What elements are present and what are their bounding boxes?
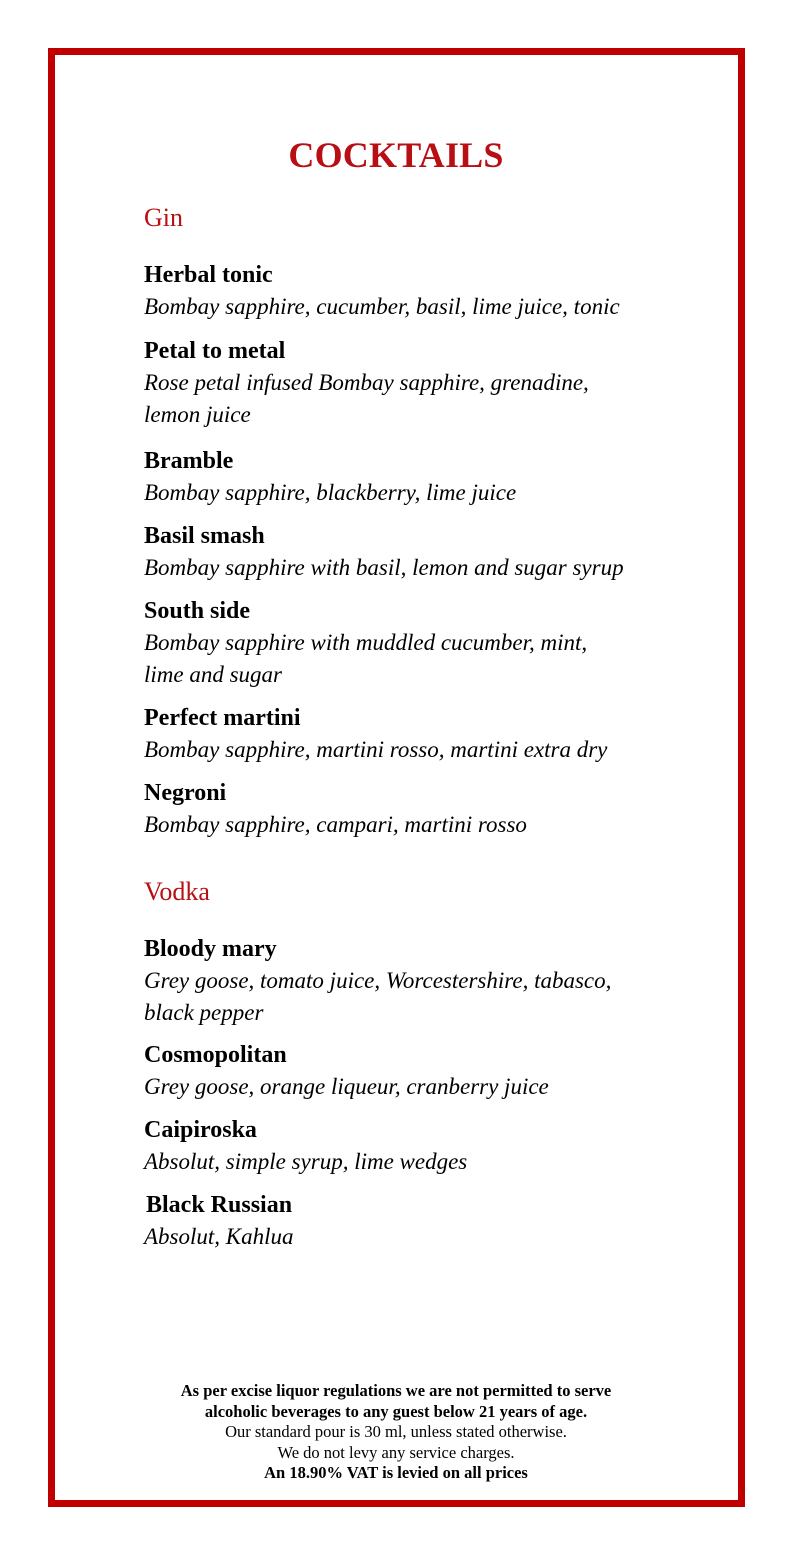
menu-item — [144, 445, 704, 509]
item-description: Bombay sapphire, martini rosso, martini extra dry — [144, 737, 608, 762]
footer-line: We do not levy any service charges. — [277, 1442, 515, 1462]
item-description: Bombay sapphire, blackberry, lime juice — [144, 480, 517, 505]
item-description: Grey goose, tomato juice, Worcestershire, tabasco, black pepper — [144, 968, 612, 1025]
menu-title: COCKTAILS — [288, 135, 504, 175]
footer-line: An 18.90% VAT is levied on all prices — [264, 1463, 528, 1482]
footer-line: Our standard pour is 30 ml, unless stated otherwise. — [225, 1422, 567, 1441]
item-name: Bramble — [144, 448, 234, 474]
item-name: Black Russian — [146, 1192, 293, 1218]
menu-item — [144, 1189, 704, 1253]
menu-item — [144, 702, 704, 766]
item-name: Herbal tonic — [144, 262, 273, 288]
menu-item — [144, 1114, 704, 1178]
item-description: Bombay sapphire with muddled cucumber, mint, lime and sugar — [144, 630, 588, 687]
item-description: Bombay sapphire, cucumber, basil, lime juice, tonic — [144, 294, 620, 319]
menu-item — [144, 777, 704, 841]
section-vodka — [144, 876, 704, 1253]
item-name: Perfect martini — [144, 705, 301, 731]
footer-line: alcoholic beverages to any guest below 21 years of age. — [204, 1401, 588, 1421]
footer-line: As per excise liquor regulations we are not permitted to serve — [180, 1381, 612, 1400]
menu-item — [144, 1039, 704, 1103]
item-description: Absolut, Kahlua — [144, 1224, 294, 1249]
item-name: Caipiroska — [144, 1117, 257, 1143]
item-name: Bloody mary — [144, 936, 277, 962]
item-description: Rose petal infused Bombay sapphire, grenadine, lemon juice — [144, 370, 589, 427]
footer-notice — [0, 1381, 792, 1484]
menu-item — [144, 933, 644, 1029]
item-name: Petal to metal — [144, 338, 286, 364]
item-description: Grey goose, orange liqueur, cranberry juice — [144, 1074, 549, 1099]
section-gin — [144, 202, 704, 841]
item-name: South side — [144, 598, 251, 624]
menu-item — [144, 335, 614, 431]
item-name: Cosmopolitan — [144, 1042, 287, 1068]
item-name: Negroni — [144, 780, 227, 806]
item-name: Basil smash — [144, 523, 265, 549]
item-description: Bombay sapphire, campari, martini rosso — [144, 812, 527, 837]
section-title: Vodka — [144, 877, 210, 906]
menu-item — [144, 595, 619, 691]
section-title: Gin — [144, 203, 183, 232]
item-description: Bombay sapphire with basil, lemon and sugar syrup — [144, 555, 624, 580]
menu-item — [144, 259, 704, 323]
item-description: Absolut, simple syrup, lime wedges — [144, 1149, 468, 1174]
menu-item — [144, 520, 704, 584]
